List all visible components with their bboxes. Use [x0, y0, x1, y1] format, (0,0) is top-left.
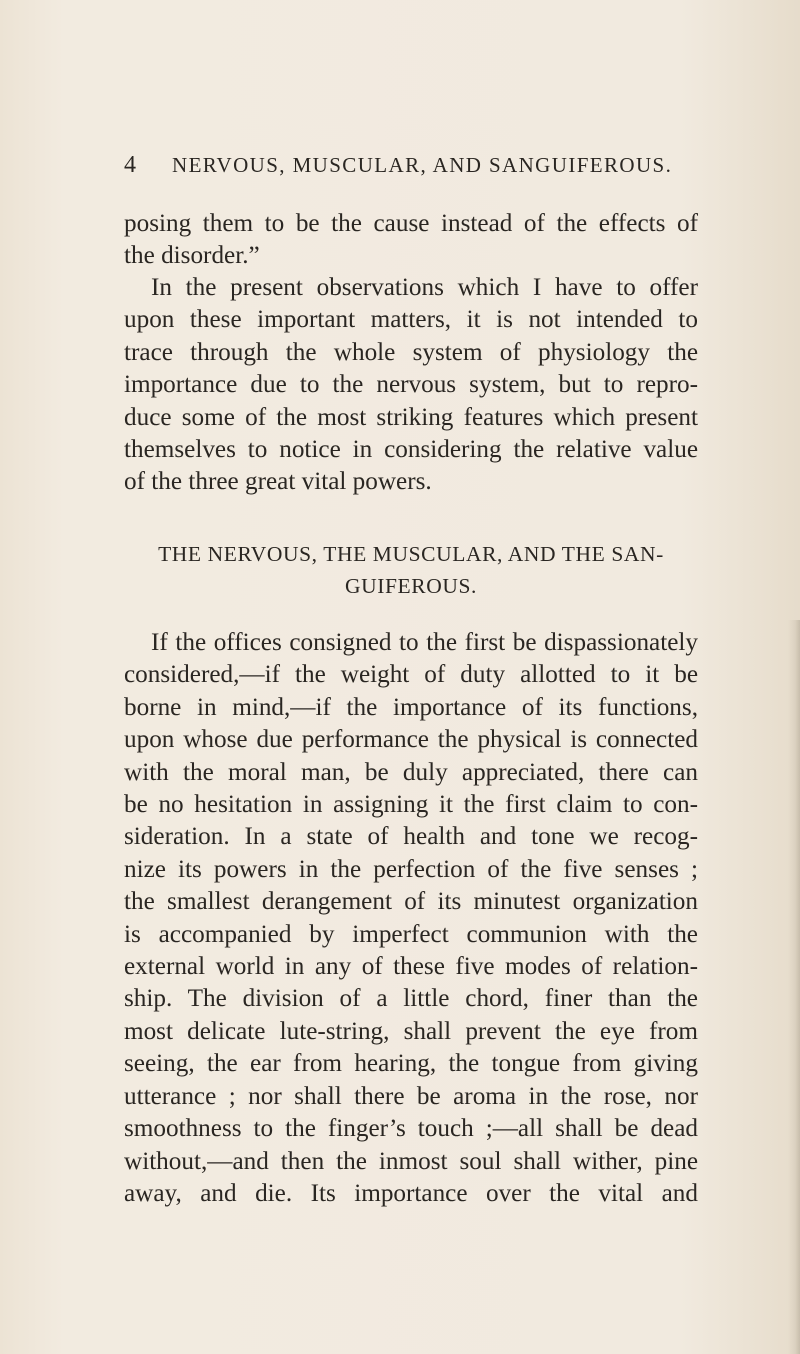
text-line: In the present observations which I have to offer — [151, 274, 698, 301]
text-line: duce some of the most striking features which present — [124, 403, 698, 431]
paragraph-observations — [124, 272, 698, 499]
text-line: be no hesitation in assigning it the first claim to con- — [124, 791, 698, 819]
text-line: utterance ; nor shall there be aroma in the rose, nor — [124, 1082, 698, 1110]
text-line: the smallest derangement of its minutest organization — [124, 888, 698, 916]
page-header — [124, 150, 724, 180]
text-line: considered,—if the weight of duty allotted to it be — [124, 661, 698, 689]
running-head: NERVOUS, MUSCULAR, AND SANGUIFEROUS. — [172, 153, 673, 177]
text-line: themselves to notice in considering the relative value — [124, 436, 698, 464]
text-line: upon these important matters, it is not intended to — [124, 306, 698, 334]
text-line: nize its powers in the perfection of the five senses ; — [124, 855, 698, 883]
paragraph-offices — [124, 627, 698, 1210]
text-line: away, and die. Its importance over the vital and — [124, 1179, 698, 1207]
text-line: is accompanied by imperfect communion with the — [124, 920, 698, 948]
text-line: posing them to be the cause instead of the effects of — [124, 210, 698, 237]
text-line: If the offices consigned to the first be dispassionately — [151, 629, 698, 656]
page-edge-shadow — [788, 620, 800, 1354]
text-line: the disorder.” — [124, 242, 260, 270]
page-number: 4 — [124, 152, 136, 178]
text-line: external world in any of these five modes of relation- — [124, 953, 698, 981]
text-line: of the three great vital powers. — [124, 468, 432, 496]
text-line: borne in mind,—if the importance of its functions, — [124, 693, 698, 721]
section-heading — [124, 538, 698, 602]
section-heading-line: GUIFEROUS. — [344, 574, 478, 598]
text-line: seeing, the ear from hearing, the tongue from giving — [124, 1050, 698, 1078]
text-line: upon whose due performance the physical is connected — [124, 726, 698, 754]
text-line: without,—and then the inmost soul shall wither, pine — [124, 1147, 698, 1175]
section-heading-line: THE NERVOUS, THE MUSCULAR, AND THE SAN- — [158, 542, 664, 566]
paragraph-continued — [124, 208, 698, 273]
text-line: most delicate lute-string, shall prevent the eye from — [124, 1017, 698, 1045]
text-line: sideration. In a state of health and tone we recog- — [124, 823, 698, 851]
text-line: ship. The division of a little chord, finer than the — [124, 985, 698, 1013]
text-line: importance due to the nervous system, but to repro- — [124, 371, 698, 399]
text-line: with the moral man, be duly appreciated, there can — [124, 758, 698, 786]
text-line: smoothness to the finger’s touch ;—all shall be dead — [124, 1115, 698, 1143]
text-line: trace through the whole system of physiology the — [124, 338, 698, 366]
